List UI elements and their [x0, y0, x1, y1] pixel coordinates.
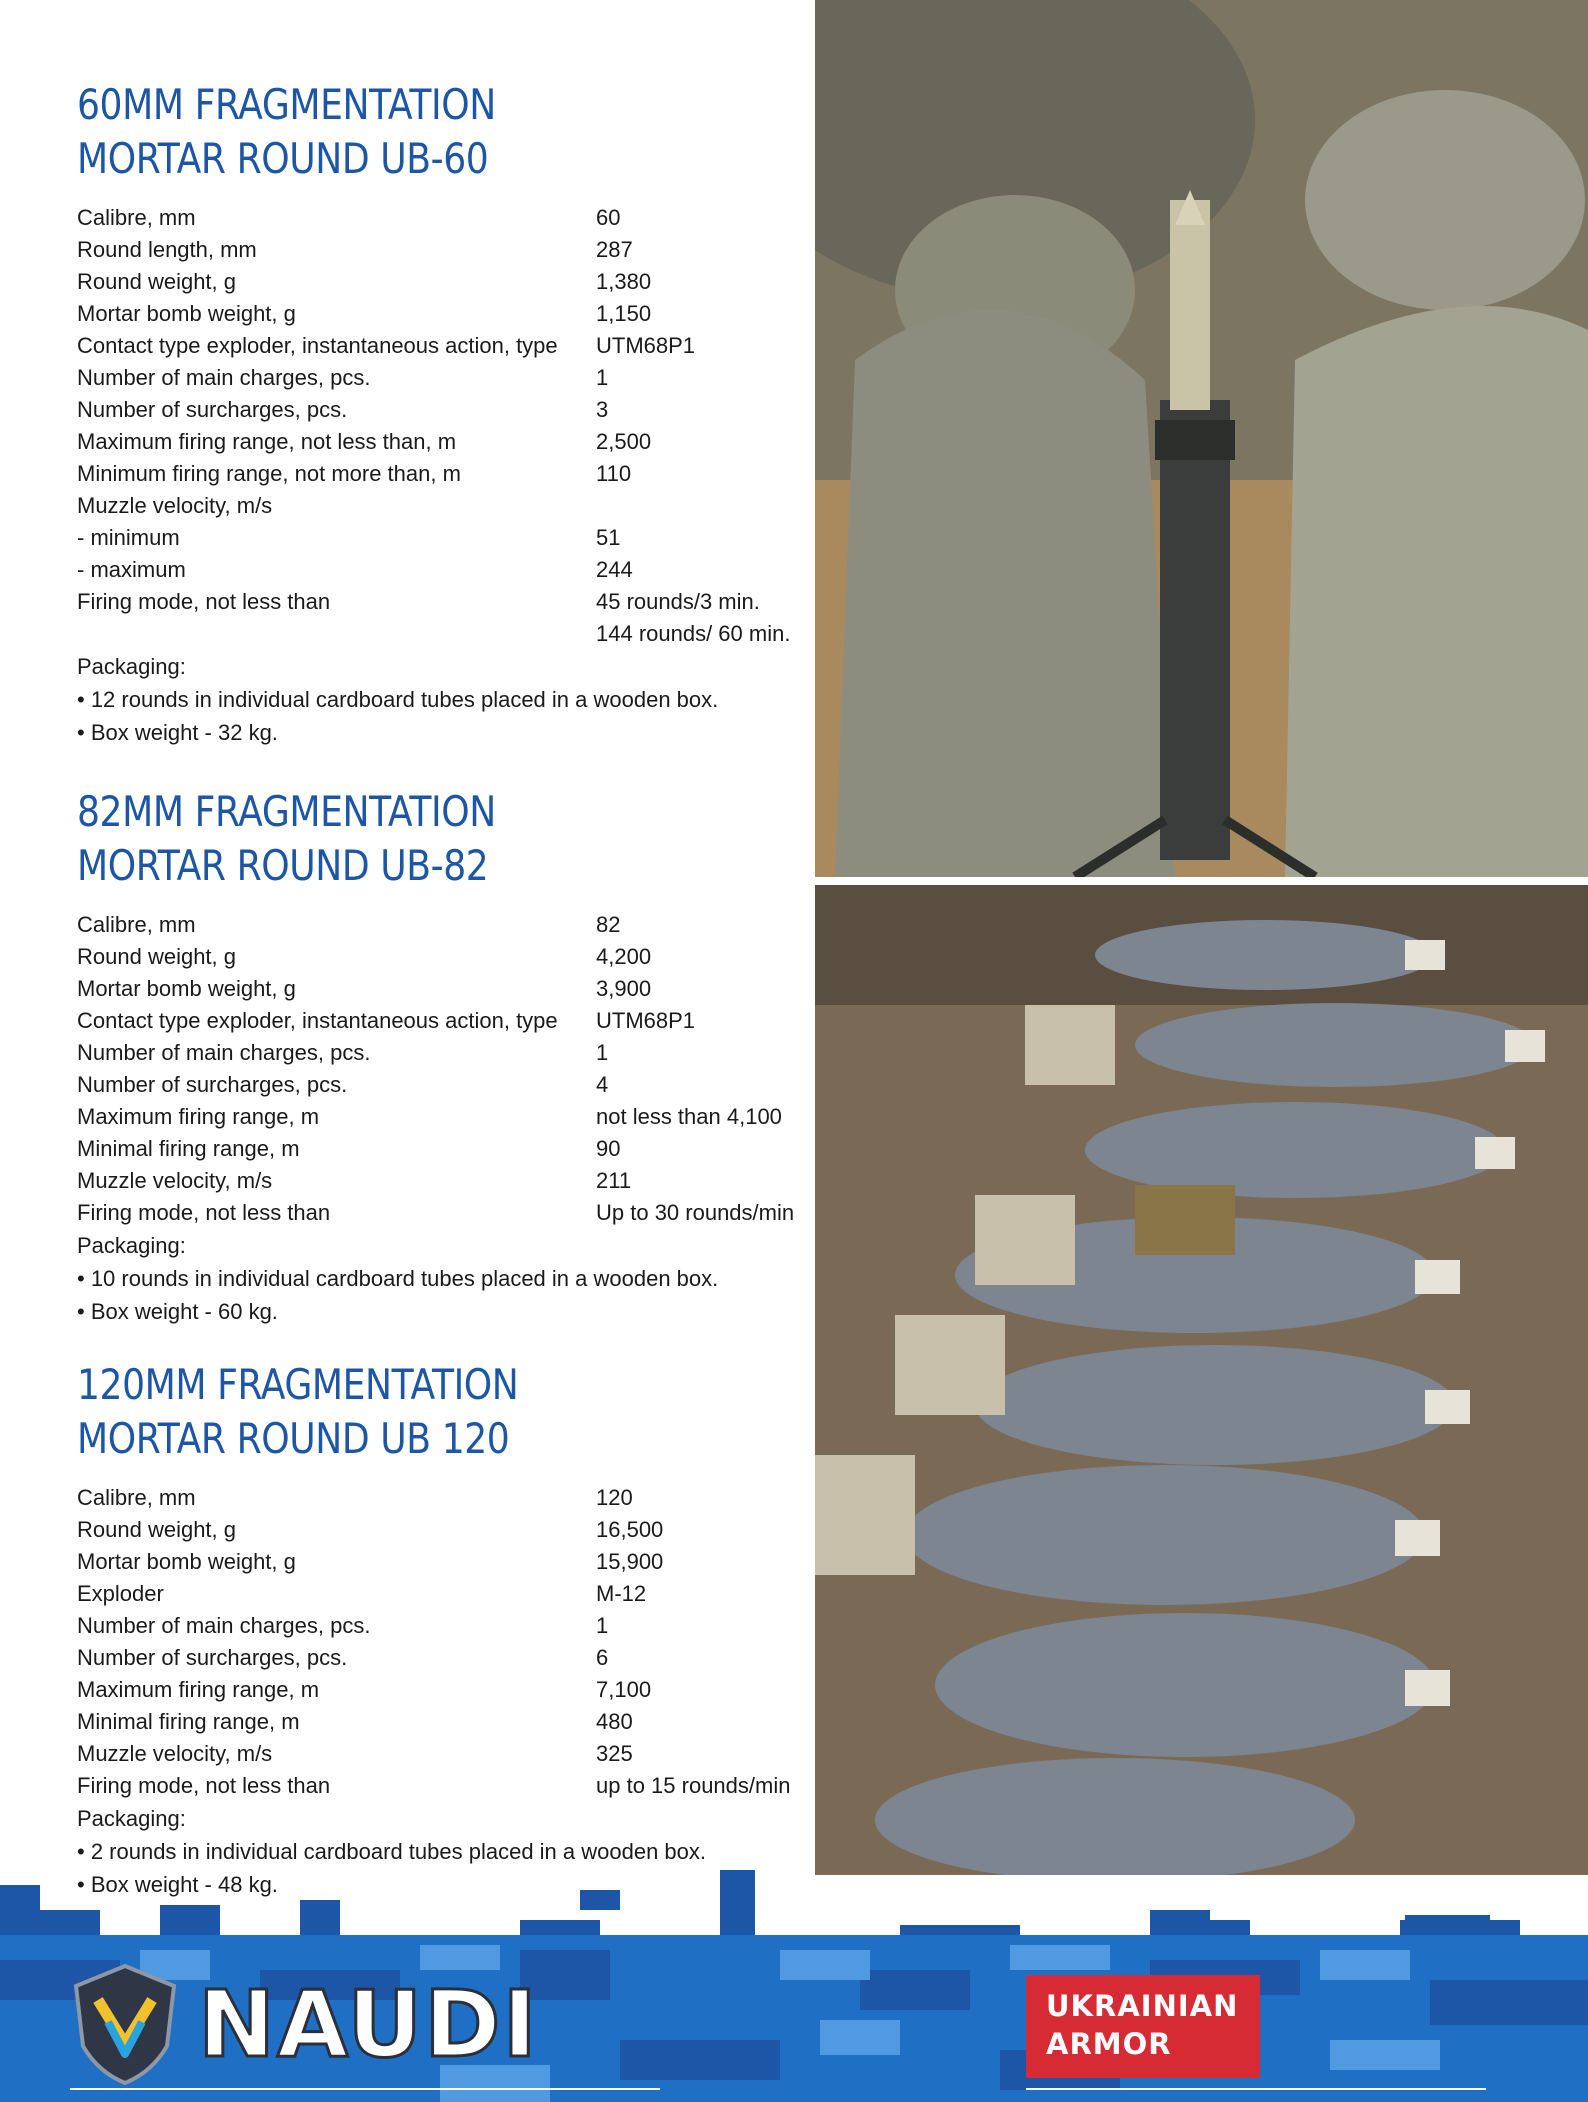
spec-value: M-12	[596, 1581, 647, 1606]
spec-value: not less than 4,100	[596, 1104, 782, 1129]
spec-row	[77, 266, 807, 298]
spec-value: 3	[596, 397, 609, 422]
spec-table	[77, 202, 807, 650]
spec-row	[77, 1133, 807, 1165]
spec-row	[77, 618, 807, 650]
spec-row	[77, 1706, 807, 1738]
packaging-heading: Packaging:	[77, 1806, 186, 1831]
spec-label: Calibre, mm	[77, 205, 196, 230]
spec-row	[77, 1514, 807, 1546]
packaging-item: • Box weight - 48 kg.	[77, 1872, 278, 1897]
spec-value: 2,500	[596, 429, 652, 454]
spec-row	[77, 1578, 807, 1610]
mortar-rounds-photo	[815, 885, 1588, 1875]
spec-label: Mortar bomb weight, g	[77, 301, 296, 326]
spec-label: Number of main charges, pcs.	[77, 1040, 371, 1065]
title-line-1: 120MM FRAGMENTATION	[77, 1360, 519, 1409]
spec-label: - minimum	[77, 525, 180, 550]
spec-label: Minimum firing range, not more than, m	[77, 461, 461, 486]
spec-row	[77, 490, 807, 522]
section-ub82	[77, 785, 807, 1328]
spec-row	[77, 1197, 807, 1229]
badge-line-1: UKRAINIAN	[1046, 1989, 1239, 2023]
spec-label: Muzzle velocity, m/s	[77, 1168, 273, 1193]
naudi-logo	[70, 1962, 539, 2087]
spec-row	[77, 1005, 807, 1037]
spec-row	[77, 1546, 807, 1578]
spec-value: 51	[596, 525, 621, 550]
spec-value: 7,100	[596, 1677, 652, 1702]
spec-row	[77, 458, 807, 490]
spec-label: Number of main charges, pcs.	[77, 365, 371, 390]
spec-label: Number of surcharges, pcs.	[77, 1072, 348, 1097]
spec-row	[77, 1770, 807, 1802]
spec-value: 4	[596, 1072, 609, 1097]
title-line-2: MORTAR ROUND UB 120	[77, 1414, 510, 1463]
spec-value: 325	[596, 1741, 633, 1766]
spec-value: 45 rounds/3 min.	[596, 589, 760, 614]
section-title	[77, 785, 705, 893]
spec-row	[77, 586, 807, 618]
spec-row	[77, 554, 807, 586]
spec-row	[77, 1482, 807, 1514]
spec-label: Firing mode, not less than	[77, 1773, 331, 1798]
spec-row	[77, 1101, 807, 1133]
spec-value: Up to 30 rounds/min	[596, 1200, 795, 1225]
spec-row	[77, 1738, 807, 1770]
spec-value: 244	[596, 557, 633, 582]
spec-value: 82	[596, 912, 621, 937]
spec-label: Muzzle velocity, m/s	[77, 493, 273, 518]
spec-row	[77, 1610, 807, 1642]
spec-value: UTM68P1	[596, 1008, 696, 1033]
badge-line-2: ARMOR	[1046, 2027, 1172, 2061]
spec-label	[77, 618, 596, 650]
spec-label: Contact type exploder, instantaneous action, type	[77, 1008, 558, 1033]
spec-row	[77, 1642, 807, 1674]
spec-label: Contact type exploder, instantaneous action, type	[77, 333, 558, 358]
spec-label: Mortar bomb weight, g	[77, 976, 296, 1001]
spec-value: 4,200	[596, 944, 652, 969]
packaging-item: • 2 rounds in individual cardboard tubes placed in a wooden box.	[77, 1839, 707, 1864]
packaging-heading: Packaging:	[77, 1233, 186, 1258]
spec-value: 211	[596, 1168, 632, 1193]
spec-value: 1	[596, 365, 609, 390]
spec-value: 1,150	[596, 301, 652, 326]
packaging-block	[77, 650, 807, 749]
shield-logo-icon	[70, 1962, 180, 2087]
section-title	[77, 1358, 705, 1466]
spec-row	[77, 202, 807, 234]
spec-value: up to 15 rounds/min	[596, 1773, 791, 1798]
spec-label: Calibre, mm	[77, 912, 196, 937]
spec-row	[77, 362, 807, 394]
brand-name: NAUDI	[198, 1971, 539, 2078]
spec-value: 1,380	[596, 269, 652, 294]
title-line-2: MORTAR ROUND UB-60	[77, 134, 489, 183]
packaging-item: • 10 rounds in individual cardboard tubes placed in a wooden box.	[77, 1266, 719, 1291]
spec-label: Round weight, g	[77, 269, 236, 294]
packaging-heading: Packaging:	[77, 654, 186, 679]
spec-value: 1	[596, 1613, 609, 1638]
spec-label: - maximum	[77, 557, 186, 582]
footer-divider-left	[70, 2088, 660, 2090]
title-line-2: MORTAR ROUND UB-82	[77, 841, 489, 890]
spec-label: Maximum firing range, m	[77, 1677, 320, 1702]
spec-row	[77, 522, 807, 554]
spec-row	[77, 298, 807, 330]
packaging-item: • 12 rounds in individual cardboard tubes placed in a wooden box.	[77, 687, 719, 712]
spec-value: 3,900	[596, 976, 652, 1001]
spec-label: Mortar bomb weight, g	[77, 1549, 296, 1574]
footer-divider-right	[1026, 2088, 1486, 2090]
spec-label: Number of surcharges, pcs.	[77, 1645, 348, 1670]
spec-row	[77, 973, 807, 1005]
spec-value: 287	[596, 237, 633, 262]
spec-table	[77, 909, 807, 1229]
spec-value: 1	[596, 1040, 609, 1065]
spec-row	[77, 909, 807, 941]
soldiers-mortar-photo	[815, 0, 1588, 877]
section-title	[77, 78, 705, 186]
spec-row	[77, 1674, 807, 1706]
title-line-1: 82MM FRAGMENTATION	[77, 787, 496, 836]
spec-value	[596, 490, 807, 522]
title-line-1: 60MM FRAGMENTATION	[77, 80, 496, 129]
ukrainian-armor-badge	[1026, 1975, 1260, 2078]
spec-label: Calibre, mm	[77, 1485, 196, 1510]
spec-row	[77, 1037, 807, 1069]
spec-row	[77, 1069, 807, 1101]
spec-label: Minimal firing range, m	[77, 1709, 300, 1734]
spec-label: Round weight, g	[77, 1517, 236, 1542]
spec-label: Number of main charges, pcs.	[77, 1613, 371, 1638]
spec-label: Round length, mm	[77, 237, 257, 262]
spec-row	[77, 941, 807, 973]
spec-label: Firing mode, not less than	[77, 1200, 331, 1225]
spec-value: 120	[596, 1485, 633, 1510]
spec-label: Number of surcharges, pcs.	[77, 397, 348, 422]
packaging-block	[77, 1229, 807, 1328]
packaging-item: • Box weight - 60 kg.	[77, 1299, 278, 1324]
spec-label: Maximum firing range, m	[77, 1104, 320, 1129]
spec-row	[77, 426, 807, 458]
spec-value: 15,900	[596, 1549, 664, 1574]
spec-table	[77, 1482, 807, 1802]
spec-value: 480	[596, 1709, 633, 1734]
section-ub120	[77, 1358, 807, 1901]
spec-label: Minimal firing range, m	[77, 1136, 300, 1161]
spec-value: 90	[596, 1136, 621, 1161]
spec-row	[77, 394, 807, 426]
spec-label: Round weight, g	[77, 944, 236, 969]
spec-value: 144 rounds/ 60 min.	[596, 621, 791, 646]
spec-row	[77, 1165, 807, 1197]
spec-label: Firing mode, not less than	[77, 589, 331, 614]
spec-value: 6	[596, 1645, 609, 1670]
packaging-item: • Box weight - 32 kg.	[77, 720, 278, 745]
spec-value: 60	[596, 205, 621, 230]
spec-label: Muzzle velocity, m/s	[77, 1741, 273, 1766]
spec-value: UTM68P1	[596, 333, 696, 358]
spec-row	[77, 330, 807, 362]
spec-value: 16,500	[596, 1517, 664, 1542]
section-ub60	[77, 78, 807, 749]
spec-label: Exploder	[77, 1581, 164, 1606]
spec-label: Maximum firing range, not less than, m	[77, 429, 457, 454]
spec-row	[77, 234, 807, 266]
spec-value: 110	[596, 461, 632, 486]
